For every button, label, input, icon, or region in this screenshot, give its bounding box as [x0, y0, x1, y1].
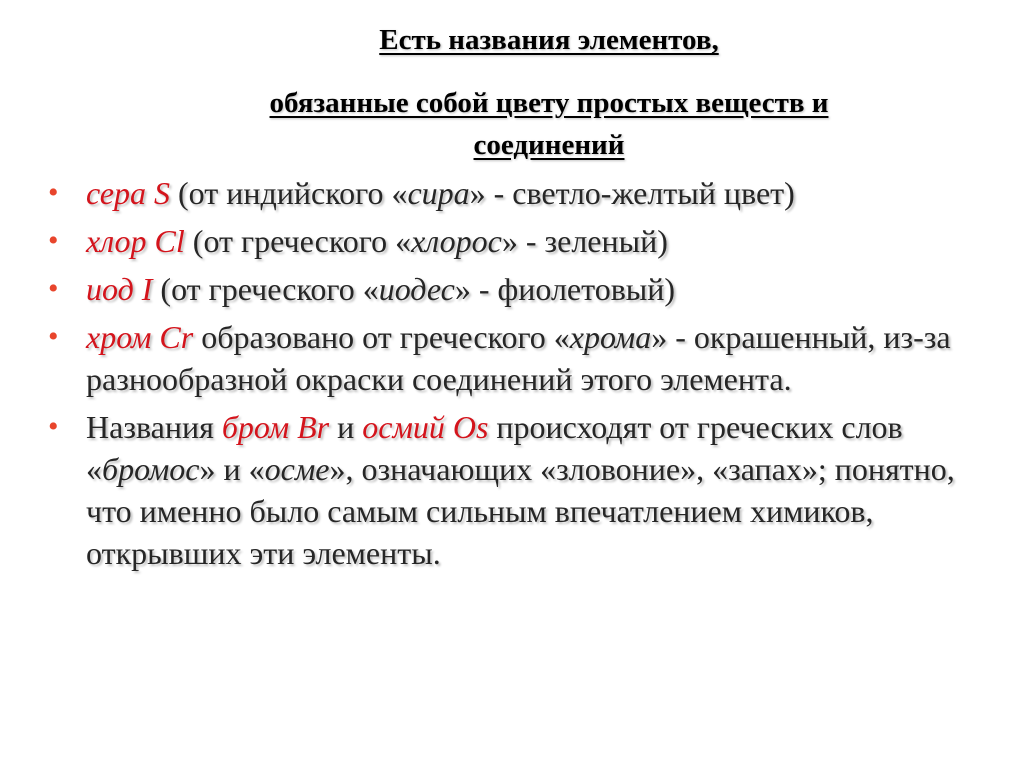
- element-name: хром Cr: [86, 319, 194, 355]
- bullet-dot-icon: •: [48, 272, 59, 305]
- bullet-dot-icon: •: [48, 176, 59, 209]
- bullet-text: » - зеленый): [501, 223, 668, 259]
- bullet-item-iodine: [48, 268, 988, 310]
- bullet-item-chromium: [48, 316, 988, 400]
- bullet-text: (от греческого «: [184, 223, 412, 259]
- bullet-text: Названия: [86, 409, 222, 445]
- slide-title-line-2: обязанные собой цвету простых веществ и: [269, 87, 829, 119]
- origin-word: сира: [407, 175, 470, 211]
- bullet-text: », означающих «зловоние», «запах»; понятно, что именно было самым сильным впечатлением химиков, открывших эти элементы.: [86, 451, 955, 571]
- bullet-text: образовано от греческого «: [193, 319, 570, 355]
- origin-word: бромос: [102, 451, 200, 487]
- origin-word: хрома: [569, 319, 652, 355]
- element-name: иод I: [86, 271, 153, 307]
- bullet-text: (от греческого «: [152, 271, 379, 307]
- bullet-item-chlorine: [48, 220, 988, 262]
- bullet-dot-icon: •: [48, 320, 59, 353]
- element-name: хлор Cl: [86, 223, 185, 259]
- element-name-osmium: осмий Os: [362, 409, 489, 445]
- bullet-text: » - фиолетовый): [454, 271, 676, 307]
- bullet-dot-icon: •: [48, 410, 59, 443]
- element-name: сера S: [86, 175, 170, 211]
- origin-word: иодес: [378, 271, 455, 307]
- bullet-list: [48, 172, 988, 580]
- bullet-item-bromine-osmium: [48, 406, 988, 574]
- bullet-dot-icon: •: [48, 224, 59, 257]
- bullet-text: (от индийского «: [169, 175, 408, 211]
- slide-title-line-3: соединений: [473, 129, 625, 161]
- bullet-text: происходят от греческих слов «: [86, 409, 903, 487]
- bullet-text: » - окрашенный, из-за разнообразной окраски соединений этого элемента.: [86, 319, 951, 397]
- origin-word: осме: [264, 451, 330, 487]
- element-name-bromine: бром Br: [221, 409, 330, 445]
- bullet-text: » - светло-желтый цвет): [469, 175, 795, 211]
- bullet-text: » и «: [199, 451, 265, 487]
- slide-title-line-1: Есть названия элементов,: [379, 24, 719, 56]
- origin-word: хлорос: [411, 223, 502, 259]
- bullet-text: и: [329, 409, 363, 445]
- bullet-item-sulfur: [48, 172, 988, 214]
